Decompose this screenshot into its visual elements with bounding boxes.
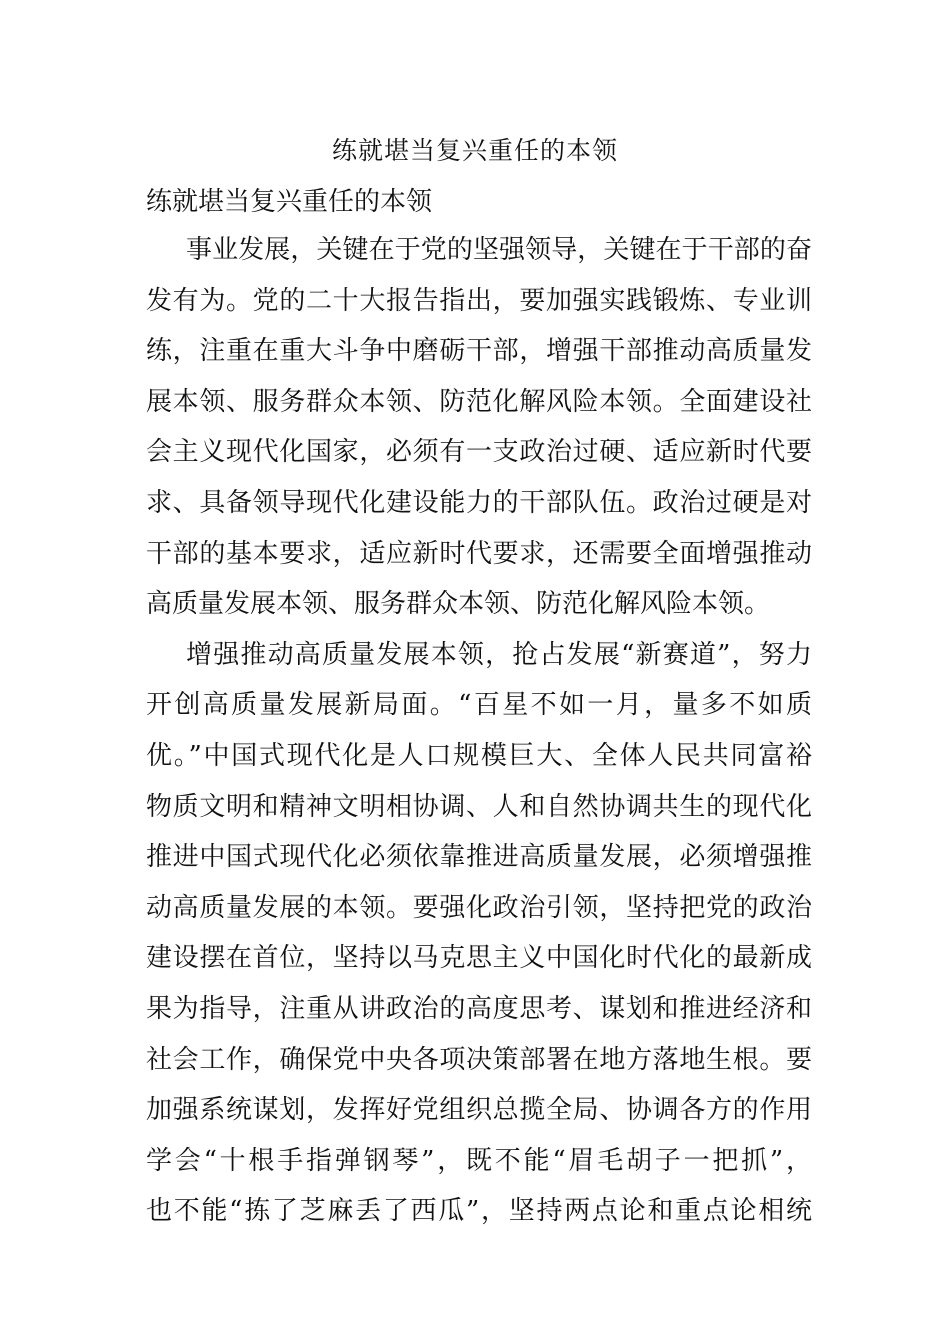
text-line: 学会“十根手指弹钢琴”，既不能“眉毛胡子一把抓”，: [146, 1145, 812, 1176]
text-line: 动高质量发展的本领。要强化政治引领，坚持把党的政治: [146, 892, 812, 923]
text-line: 社会工作，确保党中央各项决策部署在地方落地生根。要: [146, 1044, 812, 1075]
text-line: 开创高质量发展新局面。“百星不如一月，量多不如质: [146, 690, 812, 721]
paragraph: [146, 225, 812, 630]
text-line: 事业发展，关键在于党的坚强领导，关键在于干部的奋: [186, 235, 812, 265]
text-line: 发有为。党的二十大报告指出，要加强实践锻炼、专业训: [146, 285, 812, 316]
text-line: 加强系统谋划，发挥好党组织总揽全局、协调各方的作用: [146, 1095, 812, 1126]
text-line: 增强推动高质量发展本领，抢占发展“新赛道”，努力: [186, 639, 812, 670]
text-line: 物质文明和精神文明相协调、人和自然协调共生的现代化: [146, 791, 812, 822]
text-line: 果为指导，注重从讲政治的高度思考、谋划和推进经济和: [146, 993, 812, 1024]
text-line: 干部的基本要求，适应新时代要求，还需要全面增强推动: [146, 538, 812, 569]
paragraph: [146, 630, 812, 1237]
text-line: 求、具备领导现代化建设能力的干部队伍。政治过硬是对: [146, 487, 812, 518]
text-line: 展本领、服务群众本领、防范化解风险本领。全面建设社: [146, 386, 812, 417]
text-line: 会主义现代化国家，必须有一支政治过硬、适应新时代要: [146, 437, 812, 468]
text-line: 优。”中国式现代化是人口规模巨大、全体人民共同富裕: [146, 740, 812, 771]
text-line: 建设摆在首位，坚持以马克思主义中国化时代化的最新成: [146, 943, 812, 974]
document-title: 练就堪当复兴重任的本领: [331, 136, 618, 165]
document-subtitle: 练就堪当复兴重任的本领: [146, 187, 433, 217]
document-body: [146, 225, 812, 1237]
text-line: 高质量发展本领、服务群众本领、防范化解风险本领。: [146, 589, 771, 620]
text-line: 练，注重在重大斗争中磨砺干部，增强干部推动高质量发: [146, 336, 812, 367]
text-line: 推进中国式现代化必须依靠推进高质量发展，必须增强推: [146, 842, 812, 873]
text-line: 也不能“拣了芝麻丢了西瓜”，坚持两点论和重点论相统: [146, 1196, 812, 1227]
